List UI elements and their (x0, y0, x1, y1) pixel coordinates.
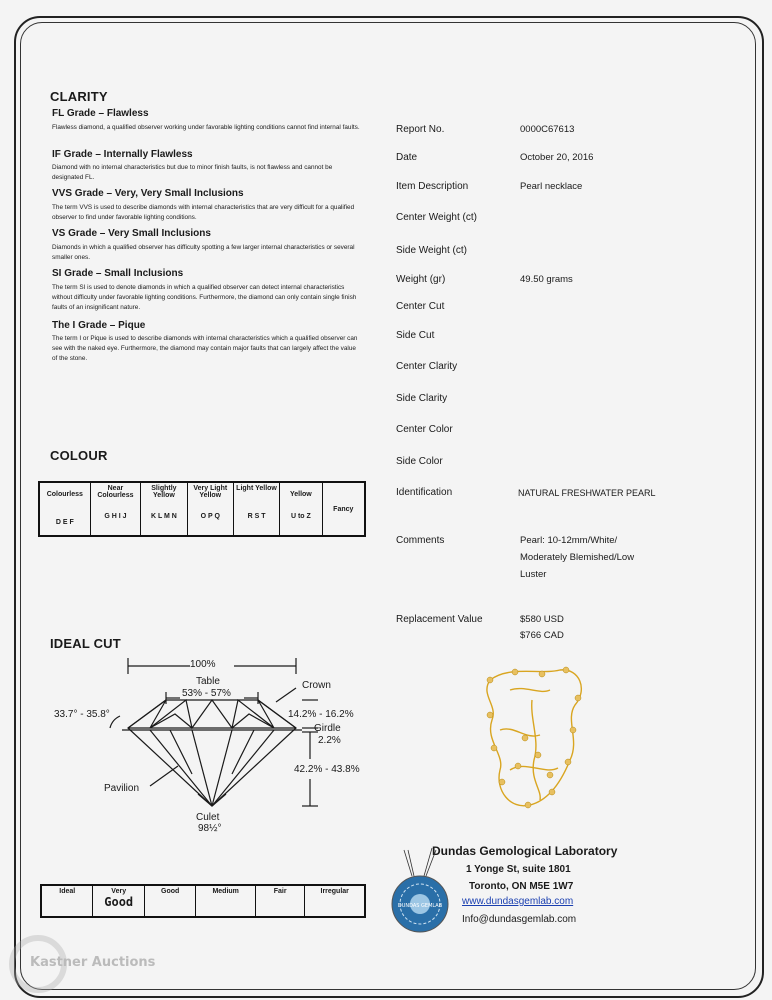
field-value-weight: 49.50 grams (520, 274, 573, 285)
colour-cell-yellow: Yellow U to Z (280, 482, 322, 536)
field-label-report-no: Report No. (396, 124, 445, 135)
cut-grade-irregular: Irregular (305, 885, 365, 917)
clarity-text-vs: Diamonds in which a qualified observer has difficulty spotting a few larger internal characteristics or several smaller ones. (52, 244, 355, 262)
field-label-weight: Weight (gr) (396, 274, 446, 285)
lab-website-link[interactable]: www.dundasgemlab.com (462, 896, 574, 907)
field-label-center-cut: Center Cut (396, 301, 445, 312)
clarity-text-fl: Flawless diamond, a qualified observer working under favorable lighting conditions cannot find internal faults. (52, 124, 360, 131)
pearl-necklace-photo (470, 660, 600, 820)
comments-line-1: Pearl: 10-12mm/White/ (520, 535, 618, 546)
culet-label: Culet (196, 812, 220, 823)
girdle-value: 2.2% (318, 735, 341, 746)
table-range: 53% - 57% (182, 688, 231, 699)
field-label-identification: Identification (396, 487, 453, 498)
ideal-cut-title: IDEAL CUT (50, 636, 121, 651)
pavilion-depth: 42.2% - 43.8% (294, 764, 360, 775)
field-value-item-description: Pearl necklace (520, 181, 583, 192)
colour-title: COLOUR (50, 448, 108, 463)
field-label-date: Date (396, 152, 418, 163)
cut-grade-good: Good (144, 885, 195, 917)
field-label-side-clarity: Side Clarity (396, 393, 448, 404)
crown-angle: 33.7° - 35.8° (54, 709, 110, 720)
colour-cell-colourless: Colourless D E F (39, 482, 90, 536)
culet-value: 98½° (198, 823, 222, 834)
colour-cell-slightly-yellow: Slightly Yellow K L M N (141, 482, 187, 536)
table-label: Table (196, 676, 220, 687)
replacement-value-cad: $766 CAD (520, 630, 564, 641)
total-width-label: 100% (190, 659, 216, 670)
field-value-report-no: 0000C67613 (520, 124, 575, 135)
clarity-grade-i: The I Grade – Pique (52, 320, 146, 331)
field-label-side-cut: Side Cut (396, 330, 435, 341)
cut-grade-very-good: Very Good (93, 885, 144, 917)
clarity-grade-si: SI Grade – Small Inclusions (52, 268, 184, 279)
colour-cell-near-colourless: Near Colourless G H I J (90, 482, 141, 536)
cut-grade-fair: Fair (255, 885, 304, 917)
clarity-text-if: Diamond with no internal characteristics but due to minor finish faults, is not flawless and cannot be designated FL. (52, 164, 333, 182)
lab-address-2: Toronto, ON M5E 1W7 (469, 881, 574, 892)
comments-line-3: Luster (520, 569, 547, 580)
crown-label: Crown (302, 680, 331, 691)
cut-grade-ideal: Ideal (41, 885, 93, 917)
colour-cell-light-yellow: Light Yellow R S T (233, 482, 279, 536)
cut-grade-table (40, 884, 366, 918)
lab-name: Dundas Gemological Laboratory (432, 844, 618, 858)
handwritten-good: Good (104, 895, 134, 909)
colour-scale-table (38, 481, 366, 537)
clarity-text-i: The term I or Pique is used to describe diamonds with internal characteristics which a qualified observer can see with the naked eye. Furthermore, the diamond may contain major faults that can largely affect the value of the stone. (52, 335, 358, 363)
field-label-center-color: Center Color (396, 424, 453, 435)
field-label-side-color: Side Color (396, 456, 443, 467)
replacement-value-label: Replacement Value (396, 614, 483, 625)
clarity-grade-if: IF Grade – Internally Flawless (52, 149, 193, 160)
crown-height: 14.2% - 16.2% (288, 709, 354, 720)
hologram-seal (386, 846, 456, 938)
seal-text: DUNDAS GEMLAB (397, 903, 443, 909)
comments-label: Comments (396, 535, 445, 546)
field-label-center-weight: Center Weight (ct) (396, 212, 477, 223)
colour-cell-fancy: Fancy (322, 482, 365, 536)
field-label-item-description: Item Description (396, 181, 469, 192)
cut-grade-medium: Medium (196, 885, 256, 917)
field-label-side-weight: Side Weight (ct) (396, 245, 467, 256)
clarity-grade-fl: FL Grade – Flawless (52, 108, 149, 119)
clarity-text-si: The term SI is used to denote diamonds in which a qualified observer can detect internal characteristics without difficulty under favorable lighting conditions. Furthermore, the diamond can only contain single finish faults of an insignificant nature. (52, 284, 357, 312)
field-value-date: October 20, 2016 (520, 152, 594, 163)
watermark-text: Kastner Auctions (30, 955, 156, 970)
comments-line-2: Moderately Blemished/Low (520, 552, 635, 563)
clarity-grade-vs: VS Grade – Very Small Inclusions (52, 228, 211, 239)
kastner-auctions-watermark (8, 928, 156, 994)
lab-address-1: 1 Yonge St, suite 1801 (466, 864, 571, 875)
field-value-identification: NATURAL FRESHWATER PEARL (518, 488, 656, 498)
field-label-center-clarity: Center Clarity (396, 361, 458, 372)
colour-cell-very-light-yellow: Very Light Yellow O P Q (187, 482, 233, 536)
replacement-value-usd: $580 USD (520, 614, 564, 625)
clarity-title: CLARITY (50, 89, 108, 104)
pavilion-label: Pavilion (104, 783, 140, 794)
girdle-label: Girdle (314, 723, 341, 734)
clarity-grade-vvs: VVS Grade – Very, Very Small Inclusions (52, 188, 244, 199)
clarity-text-vvs: The term VVS is used to describe diamonds with internal characteristics that are very difficult for a qualified observer to find under favorable lighting conditions. (52, 204, 355, 222)
lab-email: Info@dundasgemlab.com (462, 914, 577, 925)
